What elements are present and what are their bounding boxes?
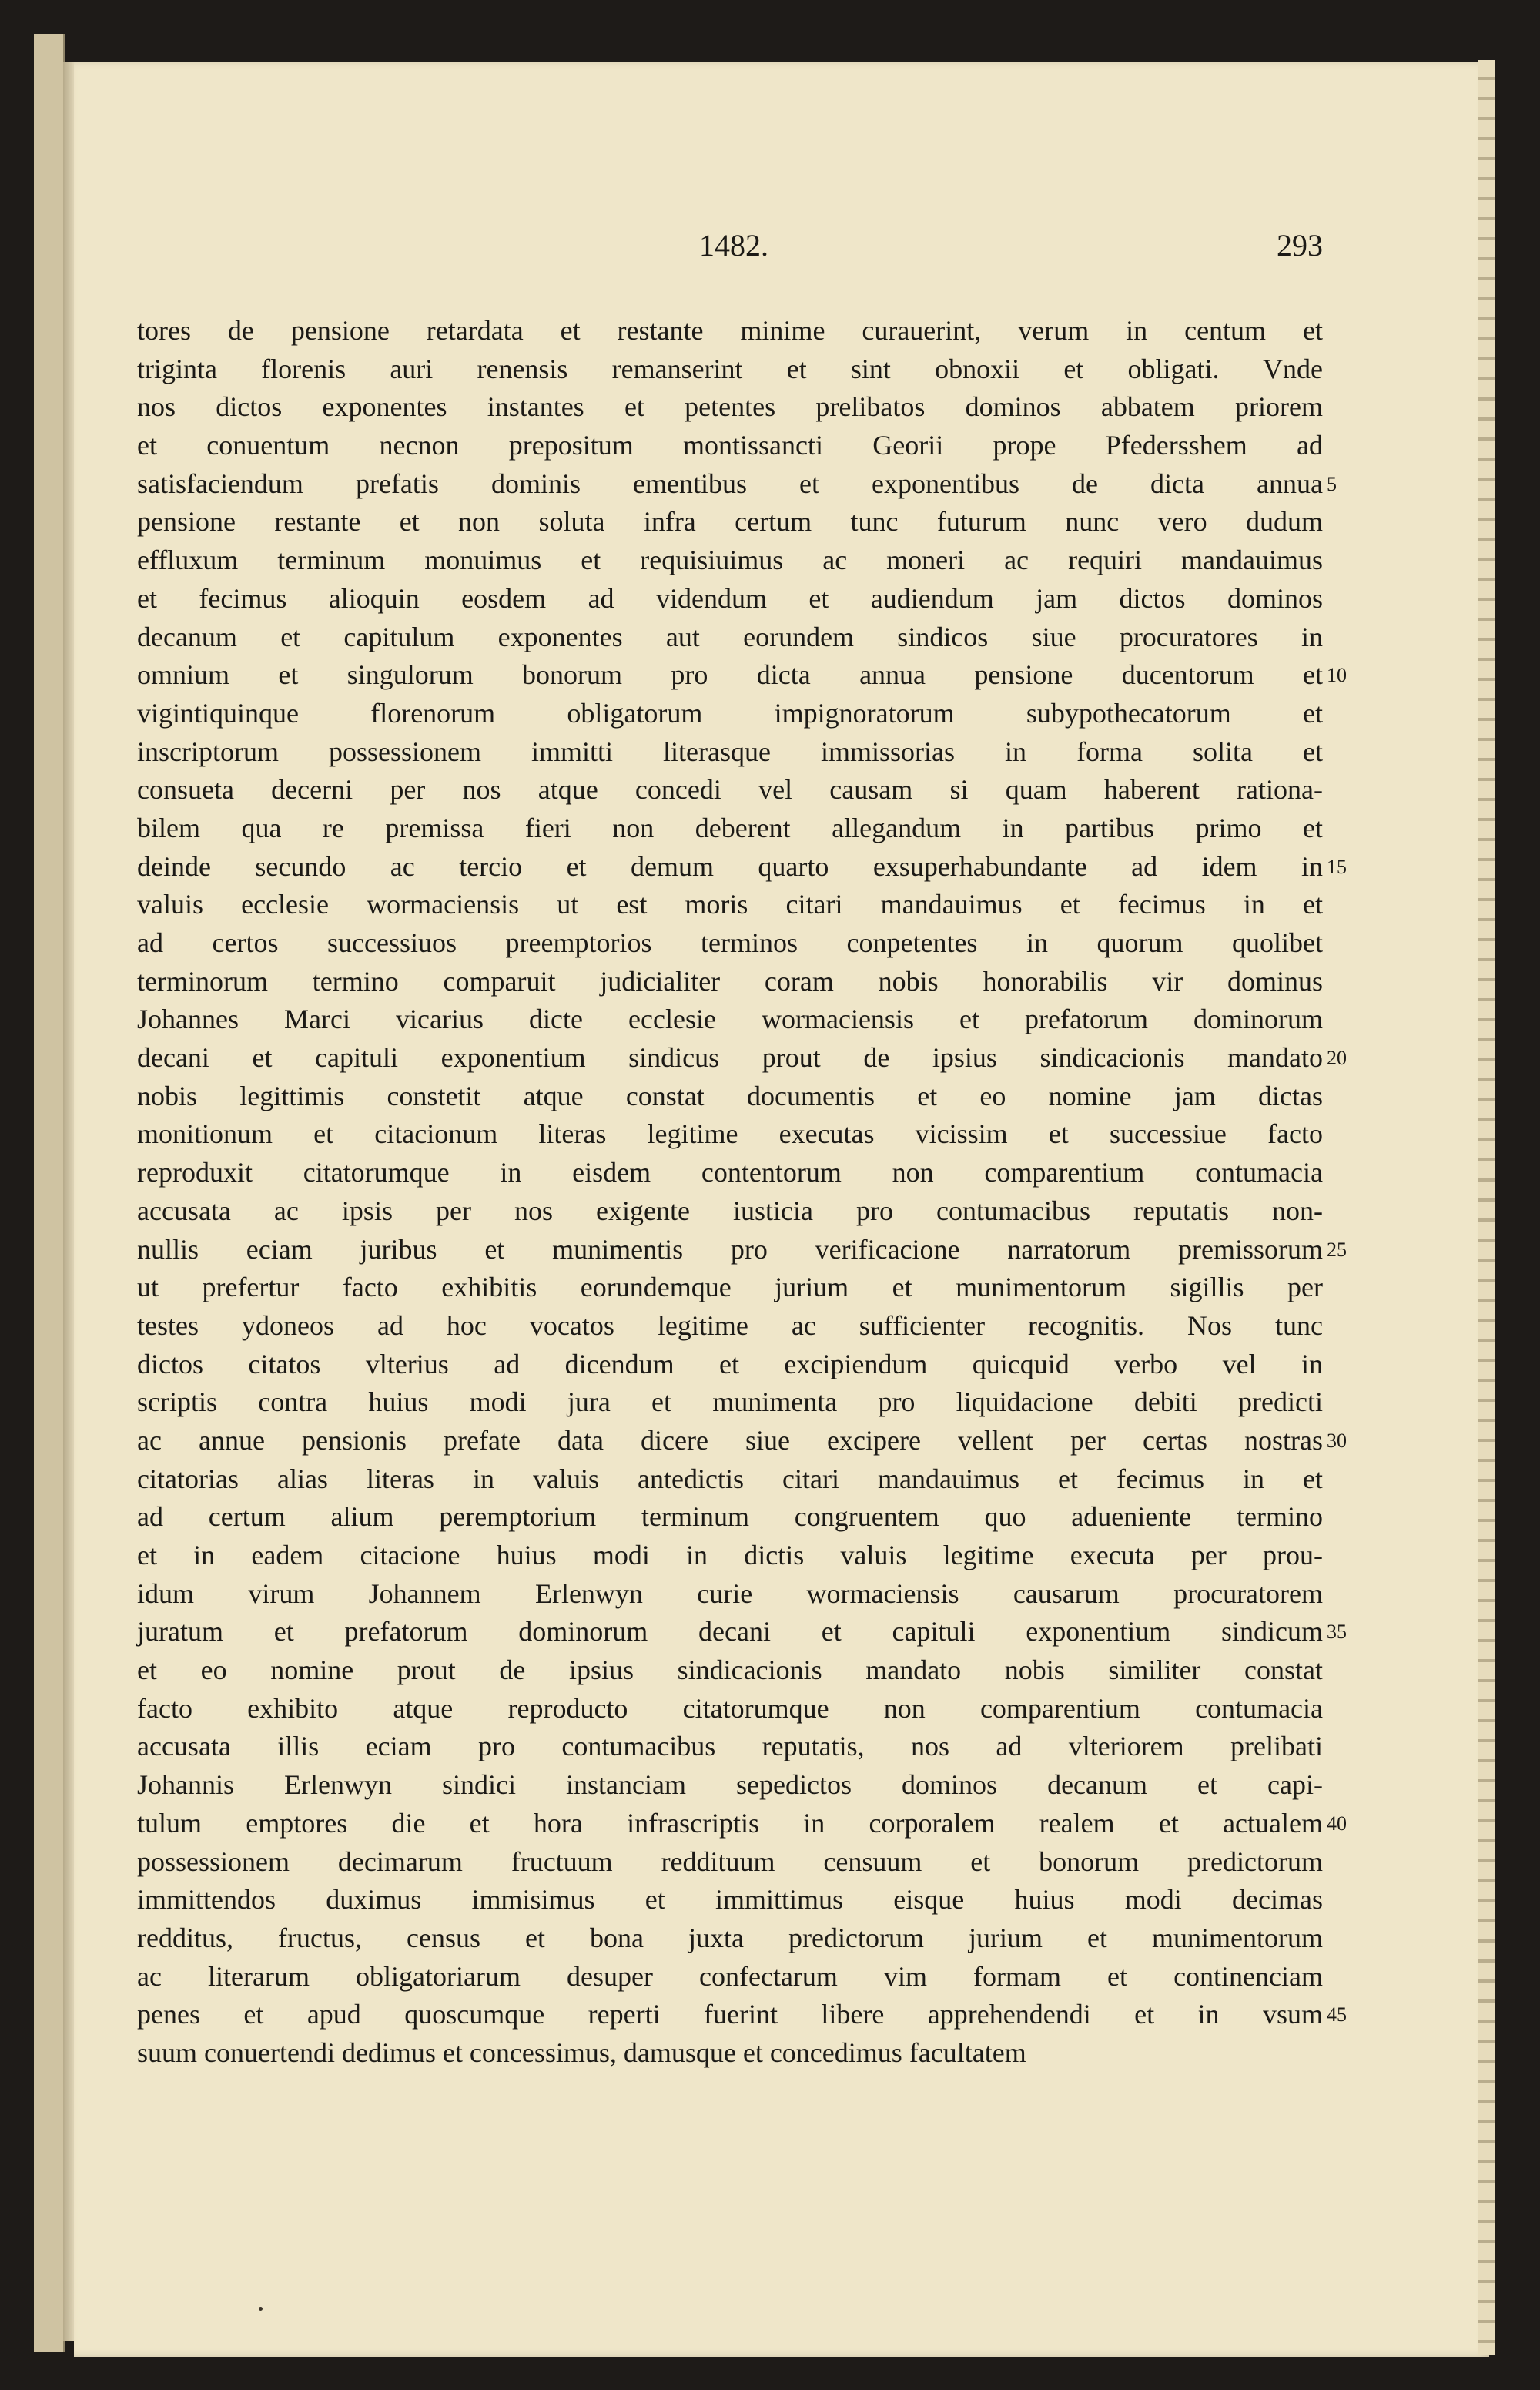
- text-line: [137, 695, 1323, 733]
- text-line-content: terminorum termino comparuit judicialiter coram nobis honorabilis vir dominus: [137, 965, 1323, 997]
- text-line-content: nobis legittimis constetit atque constat documentis et eo nomine jam dictas: [137, 1080, 1323, 1111]
- text-line: [137, 1651, 1323, 1690]
- text-line-content: dictos citatos vlterius ad dicendum et excipiendum quicquid verbo vel in: [137, 1348, 1323, 1379]
- text-line: [137, 312, 1323, 350]
- text-line-content: inscriptorum possessionem immitti literasque immissorias in forma solita et: [137, 736, 1323, 767]
- text-line: [137, 427, 1323, 465]
- text-line: [137, 350, 1323, 389]
- text-line: [137, 1766, 1323, 1805]
- text-line: [137, 886, 1323, 924]
- text-line-content: ad certos successiuos preemptorios terminos conpetentes in quorum quolibet: [137, 927, 1323, 958]
- text-line-content: et eo nomine prout de ipsius sindicacionis mandato nobis similiter constat: [137, 1654, 1323, 1686]
- text-line: [137, 1039, 1347, 1078]
- text-line-content: immittendos duximus immisimus et immittimus eisque huius modi decimas: [137, 1884, 1323, 1916]
- text-line: [137, 1307, 1323, 1346]
- text-line-content: et conuentum necnon prepositum montissancti Georii prope Pfedersshem ad: [137, 430, 1323, 461]
- text-line: [137, 1805, 1347, 1843]
- text-line: [137, 1154, 1323, 1192]
- line-number: 20: [1327, 1047, 1347, 1070]
- text-line: [137, 1422, 1347, 1460]
- text-line: [137, 1881, 1323, 1919]
- text-line: [137, 1383, 1323, 1422]
- left-page-edge: [34, 34, 65, 2352]
- text-line: [137, 1728, 1323, 1766]
- text-line-content: accusata ac ipsis per nos exigente iusticia pro contumacibus reputatis non-: [137, 1195, 1323, 1226]
- text-line-content: reproduxit citatorumque in eisdem contentorum non comparentium contumacia: [137, 1157, 1323, 1188]
- text-line-content: et fecimus alioquin eosdem ad videndum et audiendum jam dictos dominos: [137, 582, 1323, 614]
- text-line-content: et in eadem citacione huius modi in dictis valuis legitime executa per prou-: [137, 1540, 1323, 1570]
- text-line: [137, 1460, 1323, 1499]
- text-line: [137, 1192, 1323, 1231]
- text-line: [137, 1919, 1323, 1958]
- text-line-content: consueta decerni per nos atque concedi vel causam si quam haberent rationa-: [137, 774, 1323, 806]
- header-year: 1482.: [699, 228, 768, 263]
- text-line: [137, 771, 1323, 810]
- text-line: [137, 618, 1323, 657]
- text-line: [137, 1958, 1323, 1996]
- text-line-content: effluxum terminum monuimus et requisiuimus ac moneri ac requiri mandauimus: [137, 545, 1323, 576]
- text-line-content: testes ydoneos ad hoc vocatos legitime ac sufficienter recognitis. Nos tunc: [137, 1309, 1323, 1341]
- text-line-content: ac literarum obligatoriarum desuper confectarum vim formam et continenciam: [137, 1960, 1323, 1992]
- body-text: [137, 312, 1347, 2073]
- text-line: [137, 1613, 1347, 1651]
- text-line: [137, 1115, 1323, 1154]
- text-line-content: ac annue pensionis prefate data dicere siue excipere vellent per certas nostras: [137, 1424, 1323, 1456]
- text-line-content: satisfaciendum prefatis dominis ementibus et exponentibus de dicta annua: [137, 468, 1323, 499]
- text-line: [137, 1231, 1347, 1269]
- running-header: [137, 227, 1323, 273]
- text-line: [137, 656, 1347, 695]
- text-line-content: citatorias alias literas in valuis antedictis citari mandauimus et fecimus in et: [137, 1463, 1323, 1494]
- text-line: [137, 1001, 1323, 1039]
- line-number: 10: [1327, 664, 1347, 687]
- text-line-content: valuis ecclesie wormaciensis ut est moris citari mandauimus et fecimus in et: [137, 889, 1323, 920]
- text-line: [137, 1078, 1323, 1116]
- text-line: [137, 2034, 1323, 2073]
- text-line: [137, 963, 1323, 1001]
- text-line: [137, 465, 1337, 504]
- line-number: 45: [1327, 2003, 1347, 2026]
- text-line-content: omnium et singulorum bonorum pro dicta annua pensione ducentorum et: [137, 659, 1323, 691]
- text-line-content: decani et capituli exponentium sindicus prout de ipsius sindicacionis mandato: [137, 1042, 1323, 1074]
- text-line-content: juratum et prefatorum dominorum decani et capituli exponentium sindicum: [137, 1616, 1323, 1648]
- text-line: [137, 1537, 1323, 1575]
- text-line: [137, 733, 1323, 772]
- text-line: [137, 1346, 1323, 1384]
- text-line-content: suum conuertendi dedimus et concessimus, damusque et concedimus facultatem: [137, 2036, 1026, 2068]
- text-line-content: facto exhibito atque reproducto citatorumque non comparentium contumacia: [137, 1692, 1323, 1724]
- line-number: 5: [1327, 472, 1337, 495]
- text-line-content: bilem qua re premissa fieri non deberent allegandum in partibus primo et: [137, 812, 1323, 843]
- text-line-content: Johannes Marci vicarius dicte ecclesie wormaciensis et prefatorum dominorum: [137, 1004, 1323, 1035]
- text-line: [137, 541, 1323, 580]
- text-line: [137, 1269, 1323, 1307]
- text-line-content: penes et apud quoscumque reperti fuerint libere apprehendendi et in vsum: [137, 1999, 1323, 2030]
- text-line-content: triginta florenis auri renensis remanserint et sint obnoxii et obligati. Vnde: [137, 353, 1323, 384]
- text-line: [137, 1575, 1323, 1614]
- text-line-content: redditus, fructus, census et bona juxta predictorum jurium et munimentorum: [137, 1922, 1323, 1953]
- text-line-content: nos dictos exponentes instantes et petentes prelibatos dominos abbatem priorem: [137, 391, 1323, 423]
- page-number: 293: [1277, 228, 1323, 263]
- line-number: 35: [1327, 1621, 1347, 1644]
- line-number: 40: [1327, 1812, 1347, 1835]
- right-page-edge: [1478, 60, 1495, 2355]
- text-line: [137, 388, 1323, 427]
- ink-speck: [259, 2307, 263, 2311]
- text-line-content: tores de pensione retardata et restante minime curauerint, verum in centum et: [137, 315, 1323, 346]
- text-line-content: decanum et capitulum exponentes aut eorundem sindicos siue procuratores in: [137, 621, 1323, 652]
- text-line-content: idum virum Johannem Erlenwyn curie wormaciensis causarum procuratorem: [137, 1577, 1323, 1609]
- text-line-content: pensione restante et non soluta infra certum tunc futurum nunc vero dudum: [137, 506, 1323, 538]
- text-line: [137, 924, 1323, 963]
- text-line: [137, 1690, 1323, 1728]
- text-line: [137, 1843, 1323, 1882]
- line-number: 15: [1327, 855, 1347, 878]
- text-line-content: accusata illis eciam pro contumacibus reputatis, nos ad vlteriorem prelibati: [137, 1731, 1323, 1762]
- page: [74, 62, 1489, 2357]
- text-line-content: nullis eciam juribus et munimentis pro verificacione narratorum premissorum: [137, 1233, 1323, 1265]
- text-line: [137, 580, 1323, 618]
- text-line: [137, 810, 1323, 848]
- text-line: [137, 1498, 1323, 1537]
- text-line: [137, 503, 1323, 541]
- text-line: [137, 1996, 1347, 2034]
- line-number: 30: [1327, 1429, 1347, 1452]
- text-line-content: deinde secundo ac tercio et demum quarto exsuperhabundante ad idem in: [137, 850, 1323, 882]
- text-line-content: scriptis contra huius modi jura et munimenta pro liquidacione debiti predicti: [137, 1386, 1323, 1418]
- text-line-content: tulum emptores die et hora infrascriptis in corporalem realem et actualem: [137, 1807, 1323, 1839]
- line-number: 25: [1327, 1238, 1347, 1261]
- text-line: [137, 848, 1347, 887]
- text-line-content: ut prefertur facto exhibitis eorundemque jurium et munimentorum sigillis per: [137, 1272, 1323, 1303]
- text-line-content: Johannis Erlenwyn sindici instanciam sepedictos dominos decanum et capi-: [137, 1769, 1323, 1801]
- text-line-content: monitionum et citacionum literas legitime executas vicissim et successiue facto: [137, 1118, 1323, 1150]
- text-line-content: ad certum alium peremptorium terminum congruentem quo adueniente termino: [137, 1501, 1323, 1533]
- text-line-content: possessionem decimarum fructuum reddituum censuum et bonorum predictorum: [137, 1845, 1323, 1877]
- text-line-content: vigintiquinque florenorum obligatorum impignoratorum subypothecatorum et: [137, 697, 1323, 729]
